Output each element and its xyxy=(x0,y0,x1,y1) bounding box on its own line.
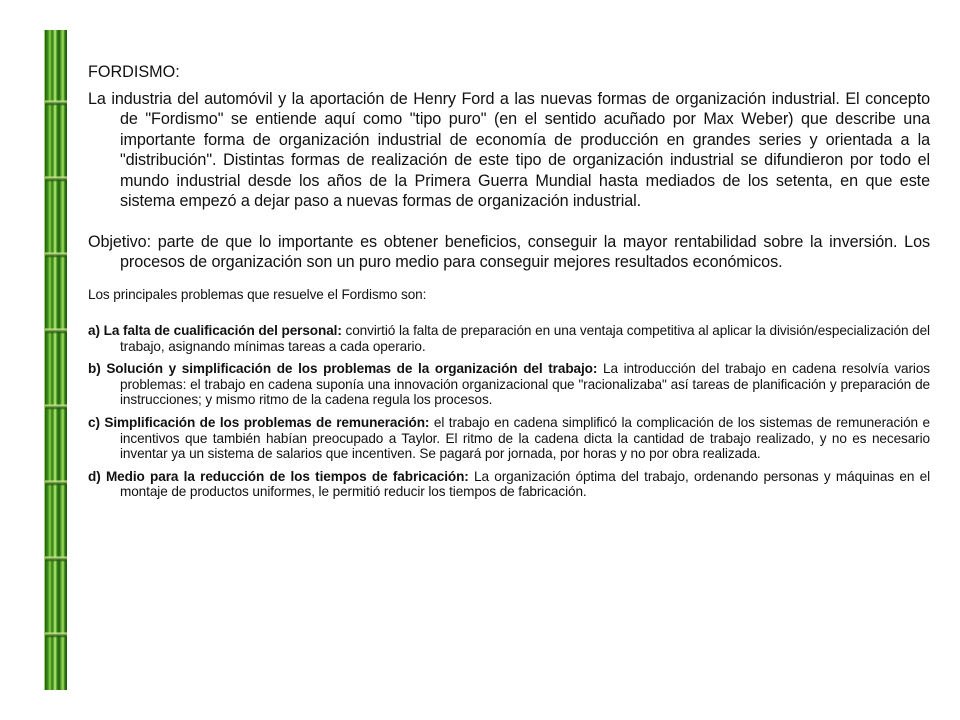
intro-paragraph: La industria del automóvil y la aportación de Henry Ford a las nuevas formas de organización industrial. El concepto de "Fordismo" se entiende aquí como "tipo puro" (en el sentido acuñado por Max Weber) que describe una importante forma de organización industrial de economía de producción en grandes series y orientada a la "distribución". Distintas formas de realización de este tipo de organización industrial se difundieron por todo el mundo industrial desde los años de la Primera Guerra Mundial hasta mediados de los setenta, en que este sistema empezó a dejar paso a nuevas formas de organización industrial. xyxy=(88,89,930,210)
problems-heading: Los principales problemas que resuelve el Fordismo son: xyxy=(88,286,427,302)
problem-text: convirtió la falta de preparación en una ventaja competitiva al aplicar la división/especialización del trabajo, asignando mínimas tareas a cada operario. xyxy=(120,323,930,354)
problem-item-d xyxy=(88,469,930,500)
problem-label: a) La falta de cualificación del personal: xyxy=(88,323,342,339)
problem-label: c) Simplificación de los problemas de remuneración: xyxy=(88,415,430,431)
problem-item-c xyxy=(88,415,930,462)
problem-text: el trabajo en cadena simplificó la complicación de los sistemas de remuneración e incentivos que también habían preocupado a Taylor. El ritmo de la cadena dicta la cantidad de trabajo realizado, y no es necesario inventar ya un sistema de salarios que incentiven. Se pagará por jornada, por horas y no por obra realizada. xyxy=(120,415,930,462)
problem-text: La introducción del trabajo en cadena resolvía varios problemas: el trabajo en cadena suponía una innovación organizacional que "racionalizaba" así tareas de planificación y preparación de instrucciones; y mismo ritmo de la cadena regula los procesos. xyxy=(120,361,930,408)
problem-label: b) Solución y simplificación de los problemas de la organización del trabajo: xyxy=(88,361,598,377)
objective-paragraph: Objetivo: parte de que lo importante es obtener beneficios, conseguir la mayor rentabilidad sobre la inversión. Los procesos de organización son un puro medio para conseguir mejores resultados económicos. xyxy=(88,232,930,271)
problem-label: d) Medio para la reducción de los tiempos de fabricación: xyxy=(88,468,469,484)
slide-title: FORDISMO: xyxy=(88,63,180,81)
slide-content xyxy=(88,62,930,500)
problem-item-a xyxy=(88,323,930,354)
problem-item-b xyxy=(88,361,930,408)
bamboo-decoration xyxy=(44,30,67,690)
problem-text: La organización óptima del trabajo, ordenando personas y máquinas en el montaje de productos uniformes, le permitió reducir los tiempos de fabricación. xyxy=(120,468,930,500)
